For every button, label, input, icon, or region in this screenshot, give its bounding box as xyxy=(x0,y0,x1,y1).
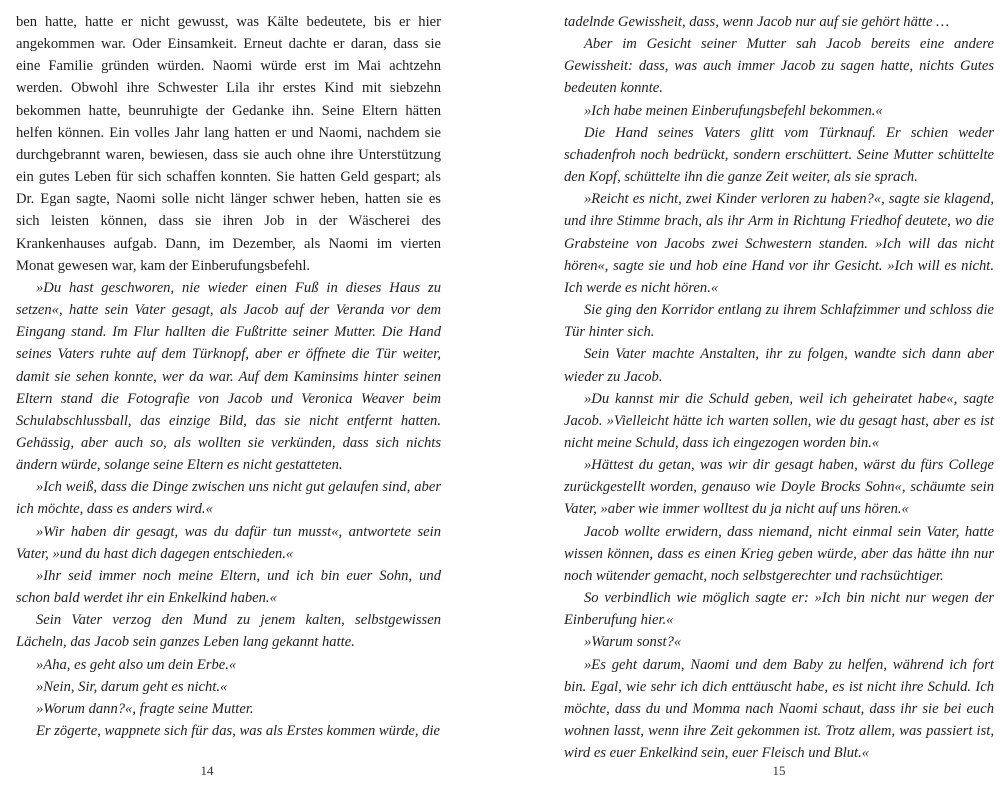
paragraph: »Es geht darum, Naomi und dem Baby zu helfen, während ich fort bin. Egal, wie sehr ich dich enttäuscht habe, es ist nicht ihre Schuld. Ich möchte, dass du und Momma nach Naomi schaut, dass ihr sie bei euch wohnen lasst, wenn ihre Zeit gekommen ist. Trotz allem, was passiert ist, wird es euer Enkelkind sein, euer Fleisch und Blut.« xyxy=(564,656,994,762)
paragraph: »Warum sonst?« xyxy=(584,634,682,651)
paragraph: »Wir haben dir gesagt, was du dafür tun musst«, antwortete sein Vater, »und du hast dich dagegen entschieden.« xyxy=(16,523,441,562)
paragraph: Die Hand seines Vaters glitt vom Türknauf. Er schien weder schadenfroh noch bedrückt, sondern erschüttert. Seine Mutter schüttelte den Kopf, schüttelte ihn die ganze Zeit weiter, als sie sprach. xyxy=(564,124,994,186)
paragraph: »Nein, Sir, darum geht es nicht.« xyxy=(36,678,228,695)
left-page-text xyxy=(16,11,441,742)
paragraph: Sein Vater verzog den Mund zu jenem kalten, selbstgewissen Lächeln, das Jacob sein ganzes Leben lang gekannt hatte. xyxy=(16,612,441,651)
paragraph: »Du hast geschworen, nie wieder einen Fuß in dieses Haus zu setzen«, hatte sein Vater gesagt, als Jacob auf der Veranda vor dem Eingang stand. Im Flur hallten die Fußtritte seiner Mutter. Die Hand seines Vaters ruhte auf dem Türknopf, aber er öffnete die Tür weiter, damit sie sehen konnte, wer da war. Auf dem Kaminsims hinter seinen Eltern stand die Fotografie von Jacob und Veronica Weaver beim Schulabschlussball, das einzige Bild, das sie nicht entfernt hatten. Gehässig, aber auch so, als wollten sie verkünden, dass sich nichts ändern würde, solange seine Eltern es nicht gestatteten. xyxy=(16,279,441,474)
paragraph: »Ich habe meinen Einberufungsbefehl bekommen.« xyxy=(584,102,883,119)
paragraph: »Ich weiß, dass die Dinge zwischen uns nicht gut gelaufen sind, aber ich möchte, dass es anders wird.« xyxy=(16,479,441,518)
paragraph: So verbindlich wie möglich sagte er: »Ich bin nicht nur wegen der Einberufung hier.« xyxy=(564,590,994,629)
paragraph: »Worum dann?«, fragte seine Mutter. xyxy=(36,700,254,717)
paragraph: Jacob wollte erwidern, dass niemand, nicht einmal sein Vater, hatte wissen können, dass es einen Krieg geben würde, aber das hätte ihn nur noch wütender gemacht, noch selbstgerechter und rachsüchtiger. xyxy=(564,523,994,584)
paragraph: »Aha, es geht also um dein Erbe.« xyxy=(36,656,237,673)
page-number: 15 xyxy=(772,763,786,778)
paragraph: Sein Vater machte Anstalten, ihr zu folgen, wandte sich dann aber wieder zu Jacob. xyxy=(564,346,994,385)
page-number: 14 xyxy=(200,763,214,778)
paragraph: Sie ging den Korridor entlang zu ihrem Schlafzimmer und schloss die Tür hinter sich. xyxy=(564,302,994,341)
paragraph: tadelnde Gewissheit, dass, wenn Jacob nur auf sie gehört hätte … xyxy=(564,14,950,30)
paragraph: »Hättest du getan, was wir dir gesagt haben, wärst du fürs College zurückgestellt worden, genauso wie Doyle Brocks Sohn«, schäumte sein Vater, »aber wie immer wolltest du ja nicht auf uns hören.« xyxy=(564,457,994,518)
paragraph: »Du kannst mir die Schuld geben, weil ich geheiratet habe«, sagte Jacob. »Vielleicht hätte ich warten sollen, wie du gesagt hast, aber es ist nicht meine Schuld, dass ich eingezogen worden bin.« xyxy=(564,390,994,451)
paragraph: Aber im Gesicht seiner Mutter sah Jacob bereits eine andere Gewissheit: dass, was auch immer Jacob zu sagen hatte, nichts Gutes bedeuten konnte. xyxy=(564,36,994,97)
right-page xyxy=(500,0,1000,800)
paragraph: Er zögerte, wappnete sich für das, was als Erstes kommen würde, die xyxy=(36,723,441,739)
paragraph: »Reicht es nicht, zwei Kinder verloren zu haben?«, sagte sie klagend, und ihre Stimme brach, als ihr Arm in Richtung Friedhof deutete, wo die Grabsteine von Jacobs zwei Schwestern standen. »Ich will das nicht hören«, sagte sie und hob eine Hand vor ihr Gesicht. »Ich will es nicht. Ich werde es nicht hören.« xyxy=(564,191,994,296)
paragraph: ben hatte, hatte er nicht gewusst, was Kälte bedeutete, bis er hier angekommen war. Oder Einsamkeit. Erneut dachte er daran, dass sie eine Familie gründen würden. Naomi würde erst im Mai achtzehn werden. Obwohl ihre Schwester Lila ihr erstes Kind mit siebzehn bekommen hatte, beunruhigte der Gedanke ihn. Seine Eltern hätten helfen können. Ein volles Jahr lang hatten er und Naomi, nachdem sie durchgebrannt waren, bewiesen, dass sie auch ohne ihre Unterstützung ein gutes Leben für sich schaffen konnten. Sie hatten Geld gespart; als Dr. Egan sagte, Naomi solle nicht länger schwer heben, hatten sie es sich leisten können, dass sie ihren Job in der Wäscherei des Krankenhauses aufgab. Dann, im Dezember, als Naomi im vierten Monat gewesen war, kam der Einberufungsbefehl. xyxy=(16,14,441,274)
paragraph: »Ihr seid immer noch meine Eltern, und ich bin euer Sohn, und schon bald werdet ihr ein Enkelkind haben.« xyxy=(16,567,441,607)
right-page-text xyxy=(564,11,994,764)
